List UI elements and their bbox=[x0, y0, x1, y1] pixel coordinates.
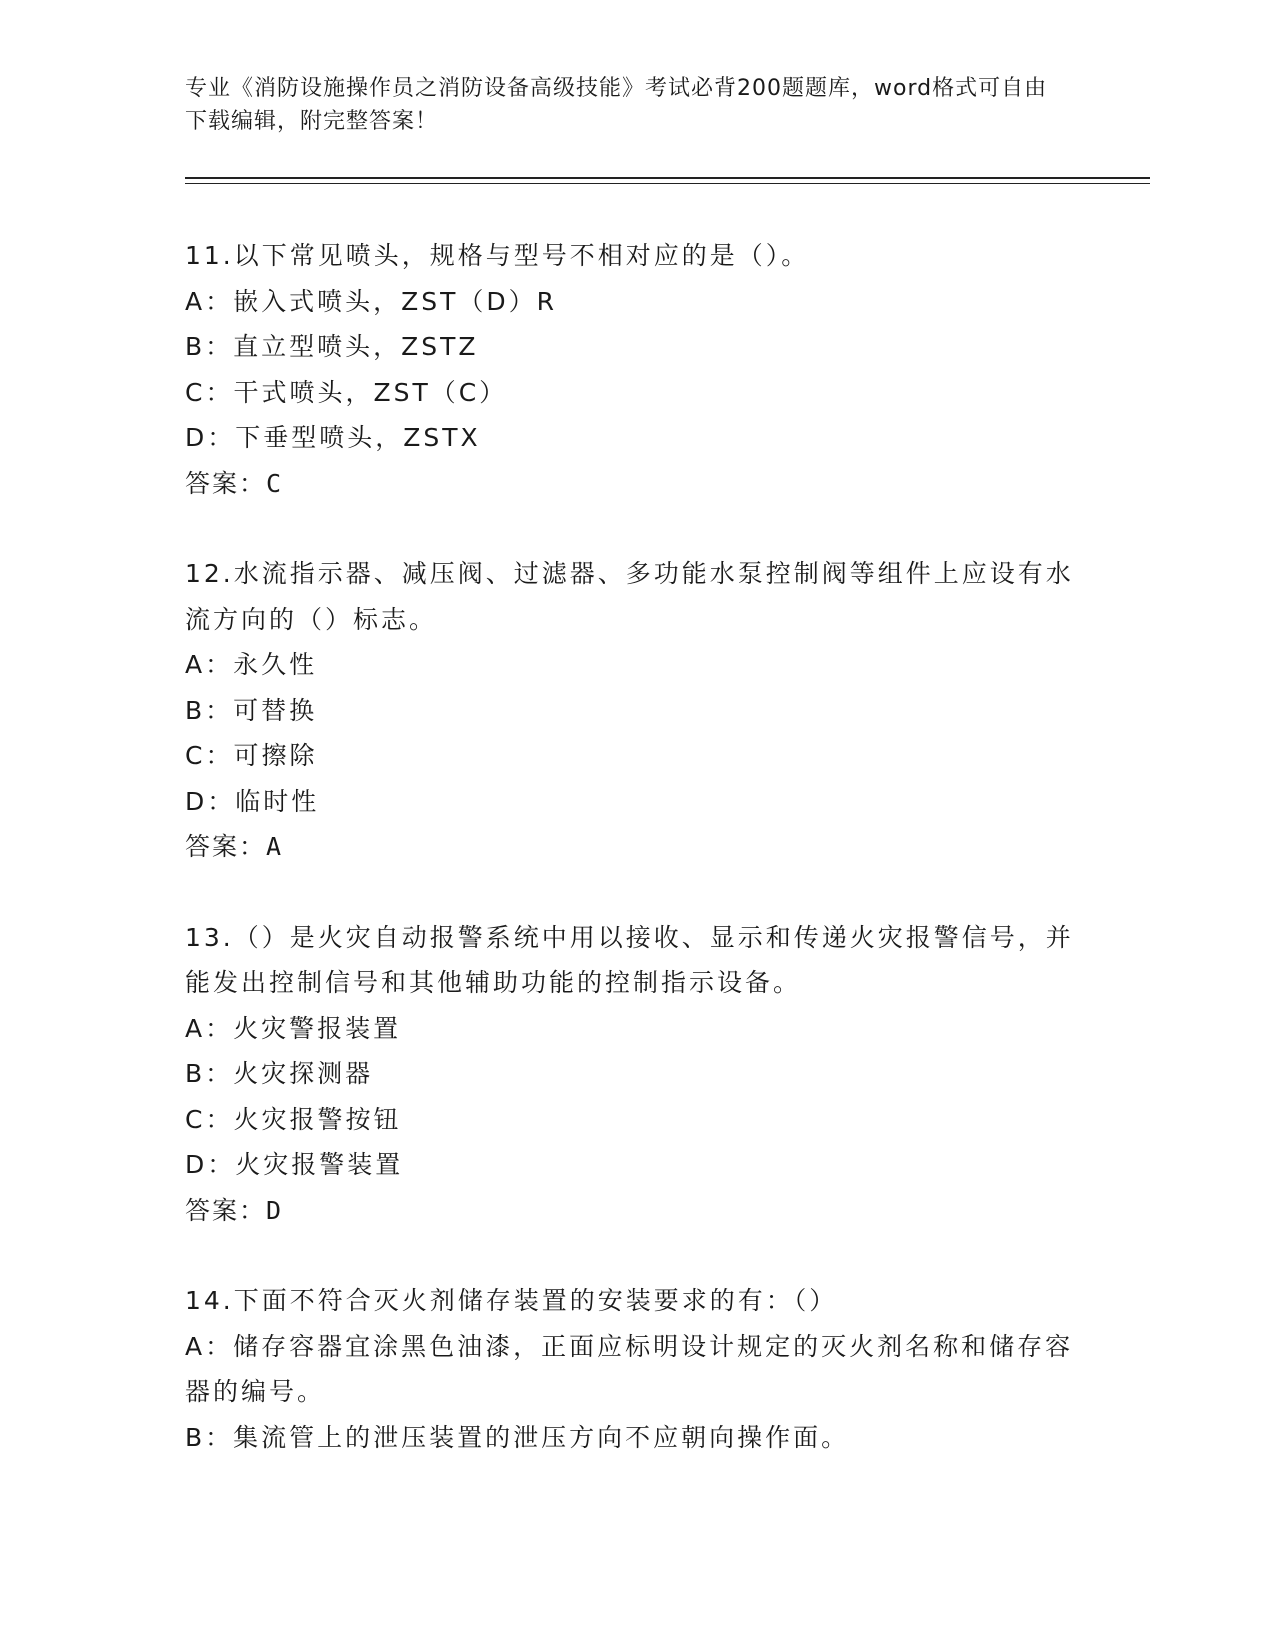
option-a: A：火灾警报装置 bbox=[185, 1013, 402, 1043]
header-rule-thick bbox=[185, 177, 1150, 179]
option-a: A：储存容器宜涂黑色油漆，正面应标明设计规定的灭火剂名称和储存容器的编号。 bbox=[185, 1331, 1074, 1406]
header-rule-thin bbox=[185, 183, 1150, 184]
answer: 答案：D bbox=[185, 1195, 284, 1225]
question-text: 14.下面不符合灭火剂储存装置的安装要求的有：（） bbox=[185, 1286, 838, 1315]
option-b: B：直立型喷头，ZSTZ bbox=[185, 332, 479, 361]
option-d: D：临时性 bbox=[185, 786, 320, 816]
option-a: A：嵌入式喷头，ZST（D）R bbox=[185, 286, 557, 316]
option-b: B：可替换 bbox=[185, 695, 318, 725]
question-text: 11.以下常见喷头，规格与型号不相对应的是（）。 bbox=[185, 241, 810, 270]
question-11 bbox=[185, 233, 1085, 506]
option-c: C：干式喷头，ZST（C） bbox=[185, 377, 508, 407]
question-13 bbox=[185, 915, 1085, 1234]
option-c: C：火灾报警按钮 bbox=[185, 1104, 402, 1134]
option-d: D：下垂型喷头，ZSTX bbox=[185, 423, 481, 452]
question-text: 13.（）是火灾自动报警系统中用以接收、显示和传递火灾报警信号，并能发出控制信号和其他辅助功能的控制指示设备。 bbox=[185, 922, 1074, 997]
answer: 答案：A bbox=[185, 832, 284, 861]
document-header: 专业《消防设施操作员之消防设备高级技能》考试必背200题题库，word格式可自由下载编辑，附完整答案！ bbox=[185, 76, 1048, 134]
question-12 bbox=[185, 551, 1085, 870]
question-list bbox=[185, 233, 1085, 1505]
option-c: C：可擦除 bbox=[185, 741, 318, 770]
option-b: B：火灾探测器 bbox=[185, 1059, 374, 1088]
option-b: B：集流管上的泄压装置的泄压方向不应朝向操作面。 bbox=[185, 1422, 850, 1452]
question-14 bbox=[185, 1278, 1085, 1460]
answer: 答案：C bbox=[185, 468, 284, 498]
option-d: D：火灾报警装置 bbox=[185, 1150, 404, 1179]
option-a: A：永久性 bbox=[185, 650, 318, 679]
question-text: 12.水流指示器、减压阀、过滤器、多功能水泵控制阀等组件上应设有水流方向的（）标志。 bbox=[185, 559, 1074, 634]
